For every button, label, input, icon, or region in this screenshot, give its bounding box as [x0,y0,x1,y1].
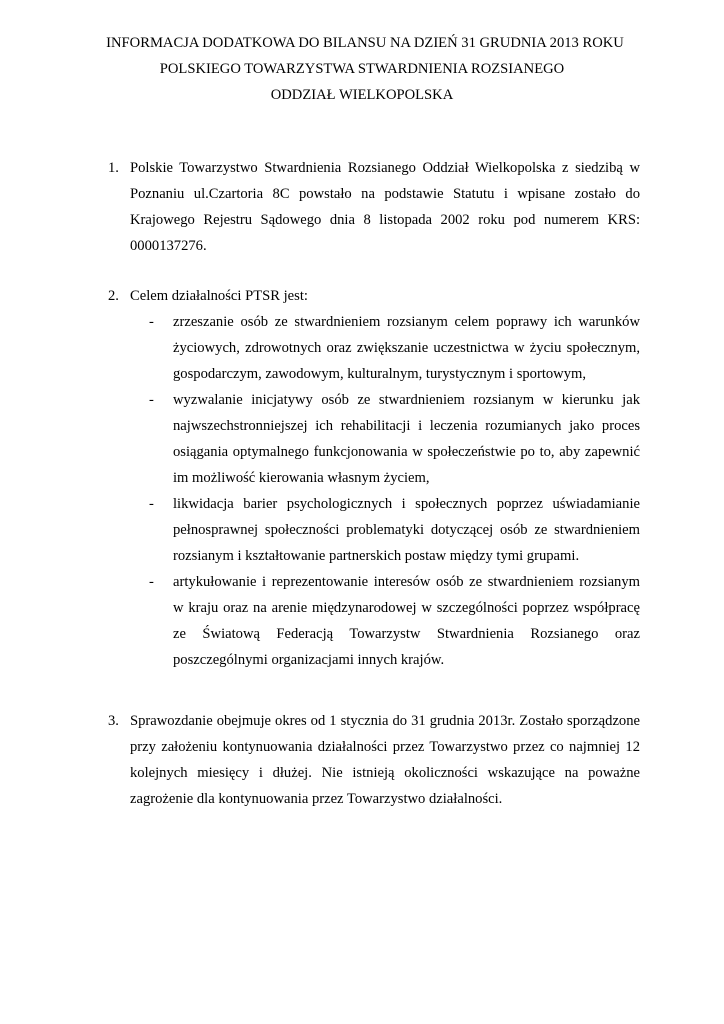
list-item-2 [108,283,640,673]
bullet-text: likwidacja barier psychologicznych i społecznych poprzez uświadamianie pełnosprawnej społeczności problematyki dotyczącej osób ze stwardnieniem rozsianym i kształtowanie partnerskich postaw między tymi grupami. [173,496,640,564]
list-item-1 [108,155,640,259]
bullet-dash: - [149,392,154,408]
objective-bullet [149,309,640,387]
bullet-dash: - [149,496,154,512]
objective-bullet [149,569,640,673]
list-item-number: 2. [108,288,119,304]
bullet-text: wyzwalanie inicjatywy osób ze stwardnieniem rozsianym w kierunku jak najwszechstronniejszej ich rehabilitacji i leczenia rozumianych jako proces osiągania optymalnego funkcjonowania w społeczeństwie po to, aby zapewnić im możliwość kierowania własnym życiem, [173,392,640,486]
header-line-3: ODDZIAŁ WIELKOPOLSKA [270,87,454,103]
bullet-text: zrzeszanie osób ze stwardnieniem rozsianym celem poprawy ich warunków życiowych, zdrowotnych oraz zwiększanie uczestnictwa w życiu społecznym, gospodarczym, zawodowym, kulturalnym, turystycznym i sportowym, [173,314,640,382]
objectives-list [108,309,640,673]
list-item-3 [108,708,640,812]
list-item-text: Polskie Towarzystwo Stwardnienia Rozsianego Oddział Wielkopolska z siedzibą w Poznaniu ul.Czartoria 8C powstało na podstawie Statutu i wpisane zostało do Krajowego Rejestru Sądowego dnia 8 listopada 2002 roku pod numerem KRS: 0000137276. [130,160,640,254]
document-header [0,30,724,108]
bullet-text: artykułowanie i reprezentowanie interesów osób ze stwardnieniem rozsianym w kraju oraz na arenie międzynarodowej w szczególności poprzez współpracę ze Światową Federacją Towarzystw Stwardnienia Rozsianego oraz poszczególnymi organizacjami innych krajów. [173,574,640,668]
list-item-text: Celem działalności PTSR jest: [130,288,308,304]
header-line-1: INFORMACJA DODATKOWA DO BILANSU NA DZIEŃ 31 GRUDNIA 2013 ROKU [106,35,624,51]
list-item-text: Sprawozdanie obejmuje okres od 1 stycznia do 31 grudnia 2013r. Zostało sporządzone przy założeniu kontynuowania działalności przez Towarzystwo przez co najmniej 12 kolejnych miesięcy i dłużej. Nie istnieją okoliczności wskazujące na poważne zagrożenie dla kontynuowania przez Towarzystwo działalności. [130,713,640,807]
header-line-2: POLSKIEGO TOWARZYSTWA STWARDNIENIA ROZSIANEGO [159,61,565,77]
list-item-number: 1. [108,160,119,176]
bullet-dash: - [149,574,154,590]
bullet-dash: - [149,314,154,330]
list-item-number: 3. [108,713,119,729]
objective-bullet [149,491,640,569]
objective-bullet [149,387,640,491]
